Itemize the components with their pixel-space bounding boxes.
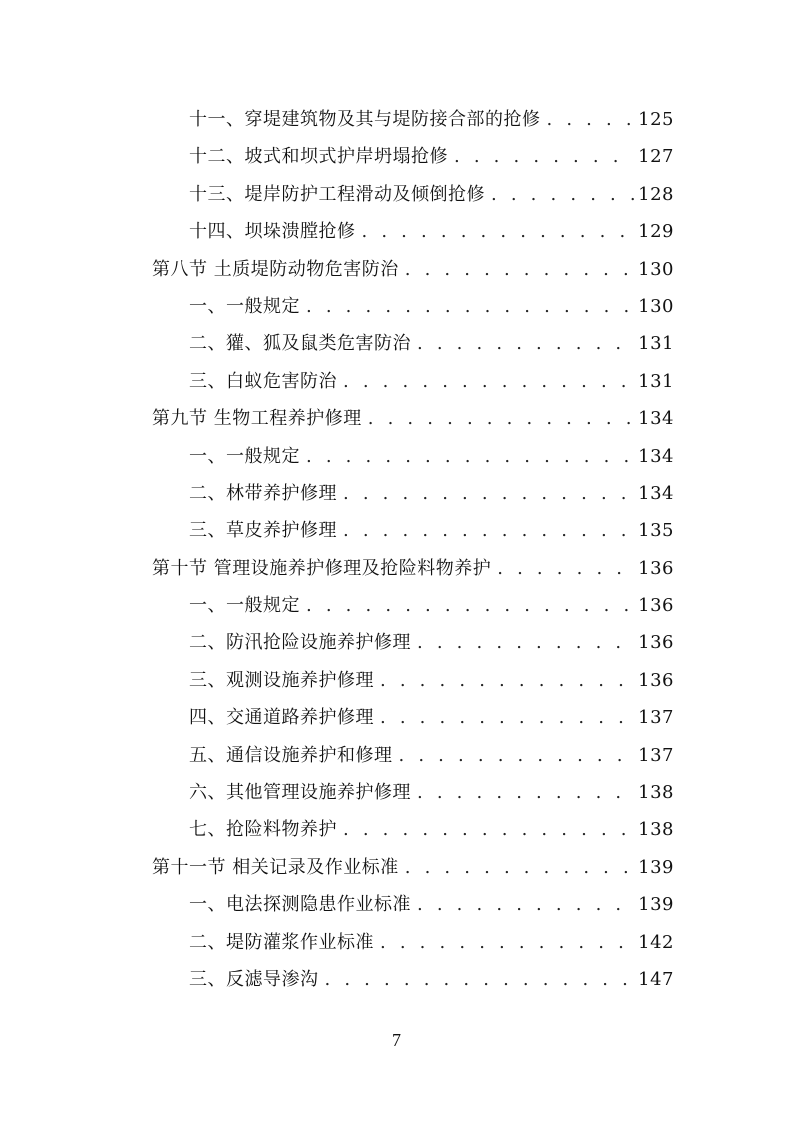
toc-dot-leader [417, 624, 634, 661]
toc-entry-page-number: 137 [638, 707, 674, 729]
toc-section-entry[interactable] [152, 400, 674, 437]
toc-entry-page-number: 139 [638, 894, 674, 916]
toc-subsection-entry[interactable] [152, 737, 674, 774]
toc-subsection-entry[interactable] [152, 886, 674, 923]
toc-subsection-entry[interactable] [152, 512, 674, 549]
toc-entry-page-number: 136 [638, 669, 674, 691]
toc-entry-page-number: 138 [638, 819, 674, 841]
toc-entry-title: 五、通信设施养护和修理 [189, 744, 393, 766]
toc-subsection-entry[interactable] [152, 363, 674, 400]
toc-dot-leader [380, 662, 634, 699]
toc-dot-leader [343, 512, 634, 549]
toc-dot-leader [405, 849, 634, 886]
toc-entry-page-number: 134 [638, 445, 674, 467]
toc-section-entry[interactable] [152, 550, 674, 587]
page-number: 7 [392, 1030, 401, 1050]
toc-entry-page-number: 138 [638, 782, 674, 804]
toc-subsection-entry[interactable] [152, 475, 674, 512]
toc-dot-leader [405, 251, 634, 288]
toc-subsection-entry[interactable] [152, 774, 674, 811]
toc-entry-title: 三、观测设施养护修理 [189, 669, 374, 691]
toc-entry-title: 一、一般规定 [189, 595, 300, 617]
toc-entry-title: 第十一节 相关记录及作业标准 [152, 856, 399, 878]
toc-dot-leader [306, 288, 634, 325]
toc-entry-title: 三、反滤导渗沟 [189, 968, 319, 990]
toc-entry-title: 四、交通道路养护修理 [189, 707, 374, 729]
toc-entry-page-number: 130 [638, 295, 674, 317]
toc-section-entry[interactable] [152, 251, 674, 288]
toc-entry-title: 三、白蚁危害防治 [189, 370, 337, 392]
toc-entry-title: 十三、堤岸防护工程滑动及倾倒抢修 [189, 183, 485, 205]
toc-dot-leader [306, 438, 634, 475]
toc-entry-title: 十四、坝垛溃膛抢修 [189, 221, 356, 243]
toc-subsection-entry[interactable] [152, 176, 674, 213]
toc-dot-leader [454, 138, 634, 175]
toc-subsection-entry[interactable] [152, 924, 674, 961]
toc-entry-page-number: 128 [638, 183, 674, 205]
toc-subsection-entry[interactable] [152, 213, 674, 250]
toc-entry-title: 七、抢险料物养护 [189, 819, 337, 841]
toc-entry-page-number: 131 [638, 370, 674, 392]
toc-subsection-entry[interactable] [152, 624, 674, 661]
toc-entry-title: 十二、坡式和坝式护岸坍塌抢修 [189, 146, 448, 168]
toc-subsection-entry[interactable] [152, 699, 674, 736]
toc-entry-page-number: 136 [638, 595, 674, 617]
toc-entry-page-number: 130 [638, 258, 674, 280]
toc-entry-page-number: 136 [638, 557, 674, 579]
toc-entry-title: 六、其他管理设施养护修理 [189, 782, 411, 804]
toc-entry-title: 一、一般规定 [189, 445, 300, 467]
toc-entry-title: 一、电法探测隐患作业标准 [189, 894, 411, 916]
toc-subsection-entry[interactable] [152, 101, 674, 138]
toc-entry-page-number: 127 [638, 146, 674, 168]
toc-entry-title: 三、草皮养护修理 [189, 520, 337, 542]
toc-dot-leader [343, 475, 634, 512]
toc-entry-title: 二、獾、狐及鼠类危害防治 [189, 333, 411, 355]
toc-dot-leader [497, 550, 634, 587]
toc-entry-title: 二、防汛抢险设施养护修理 [189, 632, 411, 654]
toc-entry-title: 二、林带养护修理 [189, 482, 337, 504]
toc-entry-page-number: 131 [638, 333, 674, 355]
toc-subsection-entry[interactable] [152, 138, 674, 175]
toc-subsection-entry[interactable] [152, 811, 674, 848]
toc-entry-page-number: 135 [638, 520, 674, 542]
toc-entry-title: 一、一般规定 [189, 295, 300, 317]
toc-dot-leader [368, 400, 634, 437]
toc-entry-page-number: 137 [638, 744, 674, 766]
toc-subsection-entry[interactable] [152, 325, 674, 362]
toc-entry-page-number: 134 [638, 408, 674, 430]
toc-entry-page-number: 134 [638, 482, 674, 504]
table-of-contents [152, 101, 674, 998]
toc-dot-leader [491, 176, 634, 213]
toc-entry-title: 第十节 管理设施养护修理及抢险料物养护 [152, 557, 492, 579]
toc-dot-leader [325, 961, 635, 998]
toc-dot-leader [343, 363, 634, 400]
toc-subsection-entry[interactable] [152, 961, 674, 998]
toc-entry-page-number: 129 [638, 221, 674, 243]
toc-entry-title: 十一、穿堤建筑物及其与堤防接合部的抢修 [189, 109, 541, 130]
toc-dot-leader [417, 886, 634, 923]
toc-entry-title: 二、堤防灌浆作业标准 [189, 931, 374, 953]
toc-subsection-entry[interactable] [152, 438, 674, 475]
toc-entry-page-number: 125 [638, 109, 674, 130]
toc-subsection-entry[interactable] [152, 662, 674, 699]
toc-entry-page-number: 142 [638, 931, 674, 953]
toc-entry-page-number: 136 [638, 632, 674, 654]
toc-dot-leader [417, 774, 634, 811]
toc-entry-page-number: 147 [638, 968, 674, 990]
toc-entry-page-number: 139 [638, 856, 674, 878]
toc-subsection-entry[interactable] [152, 587, 674, 624]
toc-dot-leader [362, 213, 635, 250]
toc-section-entry[interactable] [152, 849, 674, 886]
toc-subsection-entry[interactable] [152, 288, 674, 325]
toc-dot-leader [417, 325, 634, 362]
toc-entry-title: 第九节 生物工程养护修理 [152, 408, 362, 430]
toc-dot-leader [399, 737, 635, 774]
toc-dot-leader [380, 924, 634, 961]
toc-entry-title: 第八节 土质堤防动物危害防治 [152, 258, 399, 280]
toc-dot-leader [306, 587, 634, 624]
toc-dot-leader [547, 101, 635, 138]
toc-dot-leader [343, 811, 634, 848]
toc-dot-leader [380, 699, 634, 736]
